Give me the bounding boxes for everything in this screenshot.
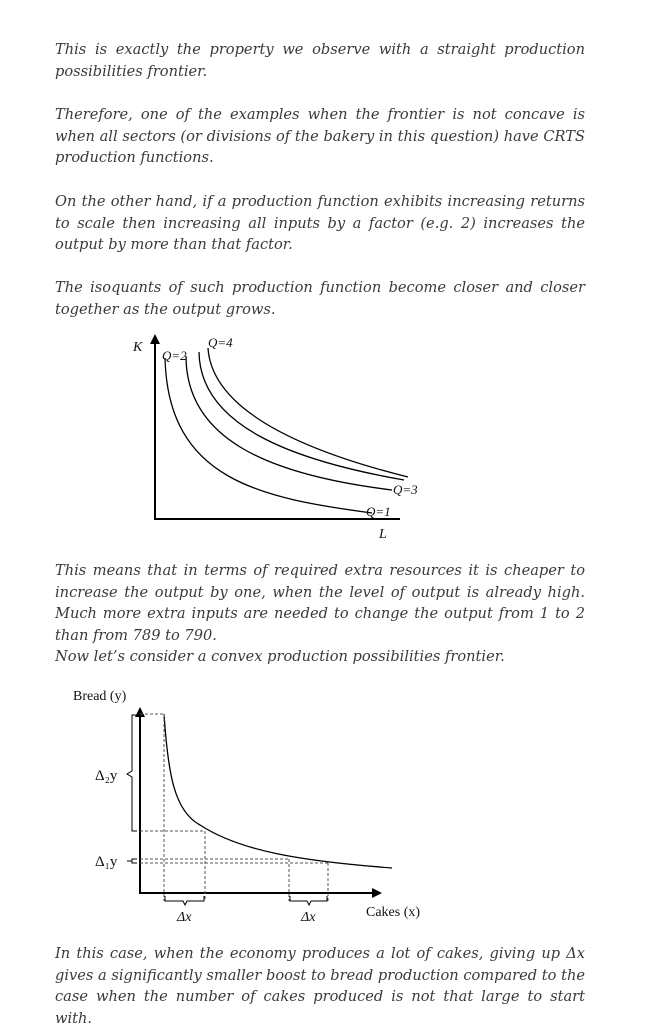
paragraph-convex-ppf: Now let’s consider a convex production possibilities frontier. [55, 648, 505, 665]
isoquant-diagram [0, 330, 652, 540]
isoquant-curve-q3 [199, 352, 404, 480]
paragraph-isoquants: The isoquants of such production function become closer and closer together as the output grows. [55, 279, 585, 318]
ppf-diagram [0, 683, 652, 928]
ppf-x-arrowhead [372, 888, 382, 898]
paragraph-increasing-returns: On the other hand, if a production function exhibits increasing returns to scale then increasing all inputs by a factor (e.g. 2) increases the output by more than that factor. [55, 193, 585, 253]
isoquant-curve-q1 [165, 358, 372, 513]
ppf-dx-left-brace [165, 896, 204, 905]
paragraph-cheaper-output: This means that in terms of required extra resources it is cheaper to increase the output by one, when the level of output is already high. Much more extra inputs are needed to change the output from 1 to 2 than from 789 to 790. [55, 562, 585, 644]
paragraph-crts: Therefore, one of the examples when the frontier is not concave is when all sectors (or divisions of the bakery in this question) have CRTS production functions. [55, 106, 585, 166]
isoquant-curve-q2 [186, 356, 392, 490]
ppf-frontier-curve [164, 714, 392, 868]
ppf-delta1y-brace [127, 859, 137, 863]
isoquant-y-arrowhead [150, 334, 160, 344]
ppf-dx-right-label: Δx [301, 910, 316, 925]
isoquant-x-axis-label: L [379, 527, 387, 540]
isoquant-label-q4: Q=4 [208, 335, 233, 350]
paragraph-conclusion: In this case, when the economy produces a lot of cakes, giving up Δx gives a significantly smaller boost to bread production compared to the case when the number of cakes produced is not that large to start with. [55, 945, 585, 1027]
isoquant-y-axis-label: K [133, 340, 143, 355]
isoquant-label-q2: Q=2 [162, 348, 187, 363]
isoquant-curve-q4 [208, 348, 408, 477]
isoquant-label-q1: Q=1 [366, 504, 391, 519]
ppf-delta1y-label: Δ₁y [95, 854, 118, 870]
ppf-delta2y-brace [127, 715, 137, 831]
ppf-dx-right-brace [290, 896, 327, 905]
paragraph-straight-ppf: This is exactly the property we observe with a straight production possibilities frontier. [55, 41, 585, 80]
ppf-delta2y-label: Δ₂y [95, 768, 118, 784]
ppf-dx-left-label: Δx [177, 910, 192, 925]
ppf-x-axis-label: Cakes (x) [366, 905, 421, 920]
ppf-y-axis-label: Bread (y) [73, 689, 127, 704]
isoquant-label-q3: Q=3 [393, 482, 418, 497]
